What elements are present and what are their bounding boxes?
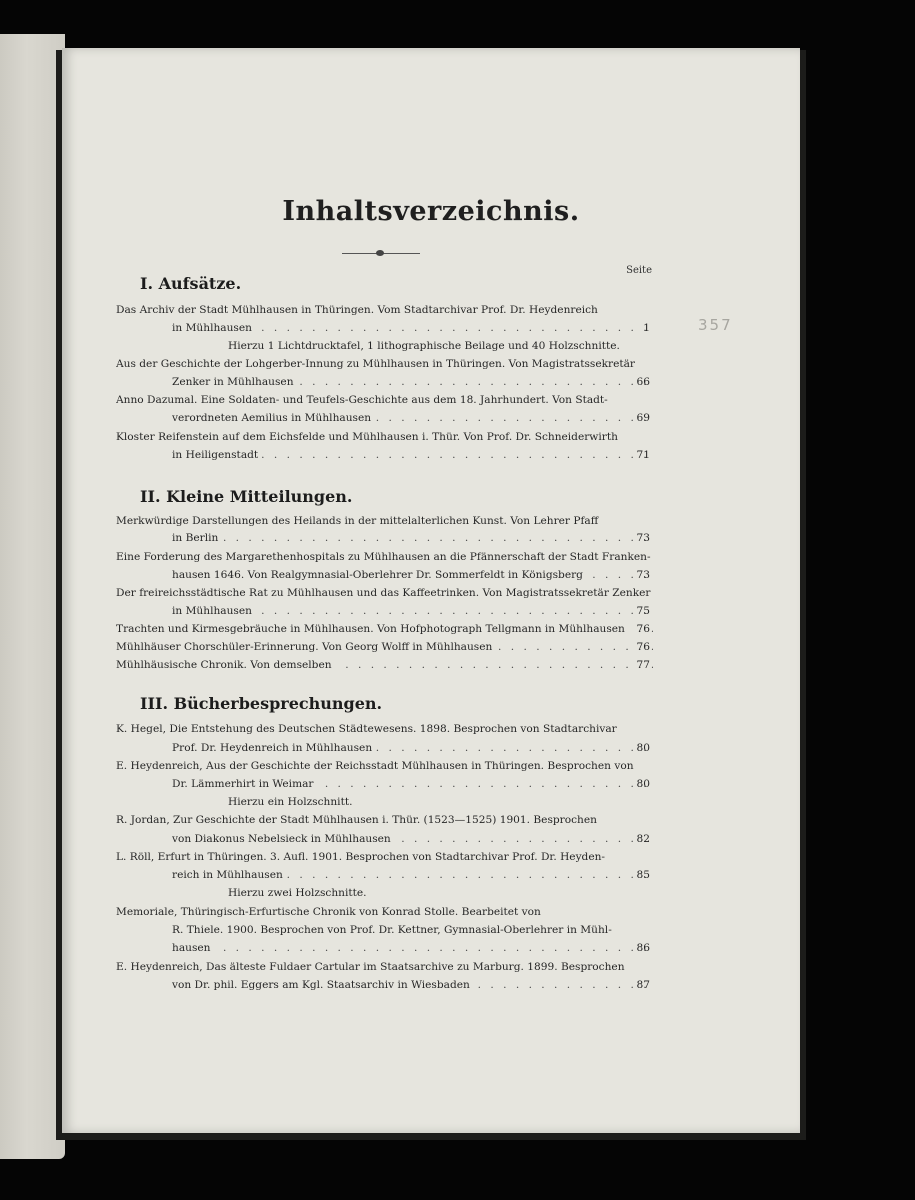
toc-line: von Dr. phil. Eggers am Kgl. Staatsarchiv in Wiesbaden . . . bbox=[172, 978, 653, 992]
toc-page-number: 77 bbox=[636, 659, 650, 671]
toc-line: verordneten Aemilius in Mühlhausen . . . bbox=[172, 411, 653, 425]
document-page bbox=[62, 48, 800, 1133]
section-heading-aufsaetze: I. Aufsätze. bbox=[140, 274, 242, 293]
toc-line: Trachten und Kirmesgebräuche in Mühlhausen. Von Hofphotograph Tellgmann in Mühlhausen . . . bbox=[116, 622, 653, 636]
toc-page-number: 69 bbox=[636, 412, 650, 424]
toc-line: hausen . . . bbox=[172, 941, 653, 955]
toc-line: R. Thiele. 1900. Besprochen von Prof. Dr. Kettner, Gymnasial-Oberlehrer in Mühl- bbox=[172, 924, 612, 936]
toc-line: K. Hegel, Die Entstehung des Deutschen Städtewesens. 1898. Besprochen von Stadtarchivar bbox=[116, 723, 617, 735]
toc-note: Hierzu ein Holzschnitt. bbox=[228, 796, 353, 808]
toc-page-number: 75 bbox=[636, 605, 650, 617]
toc-line: von Diakonus Nebelsieck in Mühlhausen . . . bbox=[172, 832, 653, 846]
page-column-label: Seite bbox=[626, 265, 652, 276]
toc-line: in Heiligenstadt . . . bbox=[172, 448, 653, 462]
toc-line: Eine Forderung des Margarethenhospitals zu Mühlhausen an die Pfännerschaft der Stadt Franken- bbox=[116, 551, 651, 563]
section-heading-buecherbesprechungen: III. Bücherbesprechungen. bbox=[140, 694, 383, 713]
toc-page-number: 80 bbox=[636, 742, 650, 754]
title-divider-ornament bbox=[376, 250, 384, 256]
toc-page-number: 76 bbox=[636, 641, 650, 653]
toc-line: in Mühlhausen . . . bbox=[172, 604, 653, 618]
toc-note: Hierzu zwei Holzschnitte. bbox=[228, 887, 367, 899]
section-heading-kleine-mitteilungen: II. Kleine Mitteilungen. bbox=[140, 487, 353, 506]
toc-line: Anno Dazumal. Eine Soldaten- und Teufels-Geschichte aus dem 18. Jahrhundert. Von Stadt- bbox=[116, 394, 608, 406]
toc-line: Kloster Reifenstein auf dem Eichsfelde und Mühlhausen i. Thür. Von Prof. Dr. Schneiderwirth bbox=[116, 431, 618, 443]
toc-line: Prof. Dr. Heydenreich in Mühlhausen . . . bbox=[172, 741, 653, 755]
toc-line: Mühlhäuser Chorschüler-Erinnerung. Von Georg Wolff in Mühlhausen . . . bbox=[116, 640, 653, 654]
toc-line: in Mühlhausen . . . bbox=[172, 321, 653, 335]
toc-line: Der freireichsstädtische Rat zu Mühlhausen und das Kaffeetrinken. Von Magistratssekretär Zenker bbox=[116, 587, 651, 599]
toc-page-number: 86 bbox=[636, 942, 650, 954]
toc-page-number: 82 bbox=[636, 833, 650, 845]
toc-line: Merkwürdige Darstellungen des Heilands in der mittelalterlichen Kunst. Von Lehrer Pfaff bbox=[116, 515, 599, 527]
toc-line: E. Heydenreich, Aus der Geschichte der Reichsstadt Mühlhausen in Thüringen. Besprochen von bbox=[116, 760, 634, 772]
toc-note: Hierzu 1 Lichtdrucktafel, 1 lithographische Beilage und 40 Holzschnitte. bbox=[228, 340, 620, 352]
page-title: Inhaltsverzeichnis. bbox=[282, 196, 580, 227]
toc-page-number: 66 bbox=[636, 376, 650, 388]
toc-line: Dr. Lämmerhirt in Weimar . . . bbox=[172, 777, 653, 791]
toc-page-number: 80 bbox=[636, 778, 650, 790]
toc-page-number: 76 bbox=[636, 623, 650, 635]
toc-line: Memoriale, Thüringisch-Erfurtische Chronik von Konrad Stolle. Bearbeitet von bbox=[116, 906, 541, 918]
toc-page-number: 87 bbox=[636, 979, 650, 991]
toc-page-number: 73 bbox=[636, 569, 650, 581]
toc-line: E. Heydenreich, Das älteste Fuldaer Cartular im Staatsarchive zu Marburg. 1899. Besprochen bbox=[116, 961, 625, 973]
toc-page-number: 71 bbox=[636, 449, 650, 461]
toc-line: hausen 1646. Von Realgymnasial-Oberlehrer Dr. Sommerfeldt in Königsberg . . . bbox=[172, 568, 653, 582]
toc-line: reich in Mühlhausen . . . bbox=[172, 868, 653, 882]
pencil-annotation: 357 bbox=[698, 316, 733, 334]
toc-line: R. Jordan, Zur Geschichte der Stadt Mühlhausen i. Thür. (1523—1525) 1901. Besprochen bbox=[116, 814, 597, 826]
toc-page-number: 1 bbox=[643, 322, 650, 334]
toc-line: in Berlin . . . bbox=[172, 531, 653, 545]
toc-line: Aus der Geschichte der Lohgerber-Innung zu Mühlhausen in Thüringen. Von Magistratssekretär bbox=[116, 358, 636, 370]
toc-line: Mühlhäusische Chronik. Von demselben . . . bbox=[116, 658, 653, 672]
toc-line: Das Archiv der Stadt Mühlhausen in Thüringen. Vom Stadtarchivar Prof. Dr. Heydenreich bbox=[116, 304, 598, 316]
toc-line: L. Röll, Erfurt in Thüringen. 3. Aufl. 1901. Besprochen von Stadtarchivar Prof. Dr. Heyden- bbox=[116, 851, 606, 863]
toc-page-number: 73 bbox=[636, 532, 650, 544]
toc-page-number: 85 bbox=[636, 869, 650, 881]
toc-line: Zenker in Mühlhausen . . . bbox=[172, 375, 653, 389]
